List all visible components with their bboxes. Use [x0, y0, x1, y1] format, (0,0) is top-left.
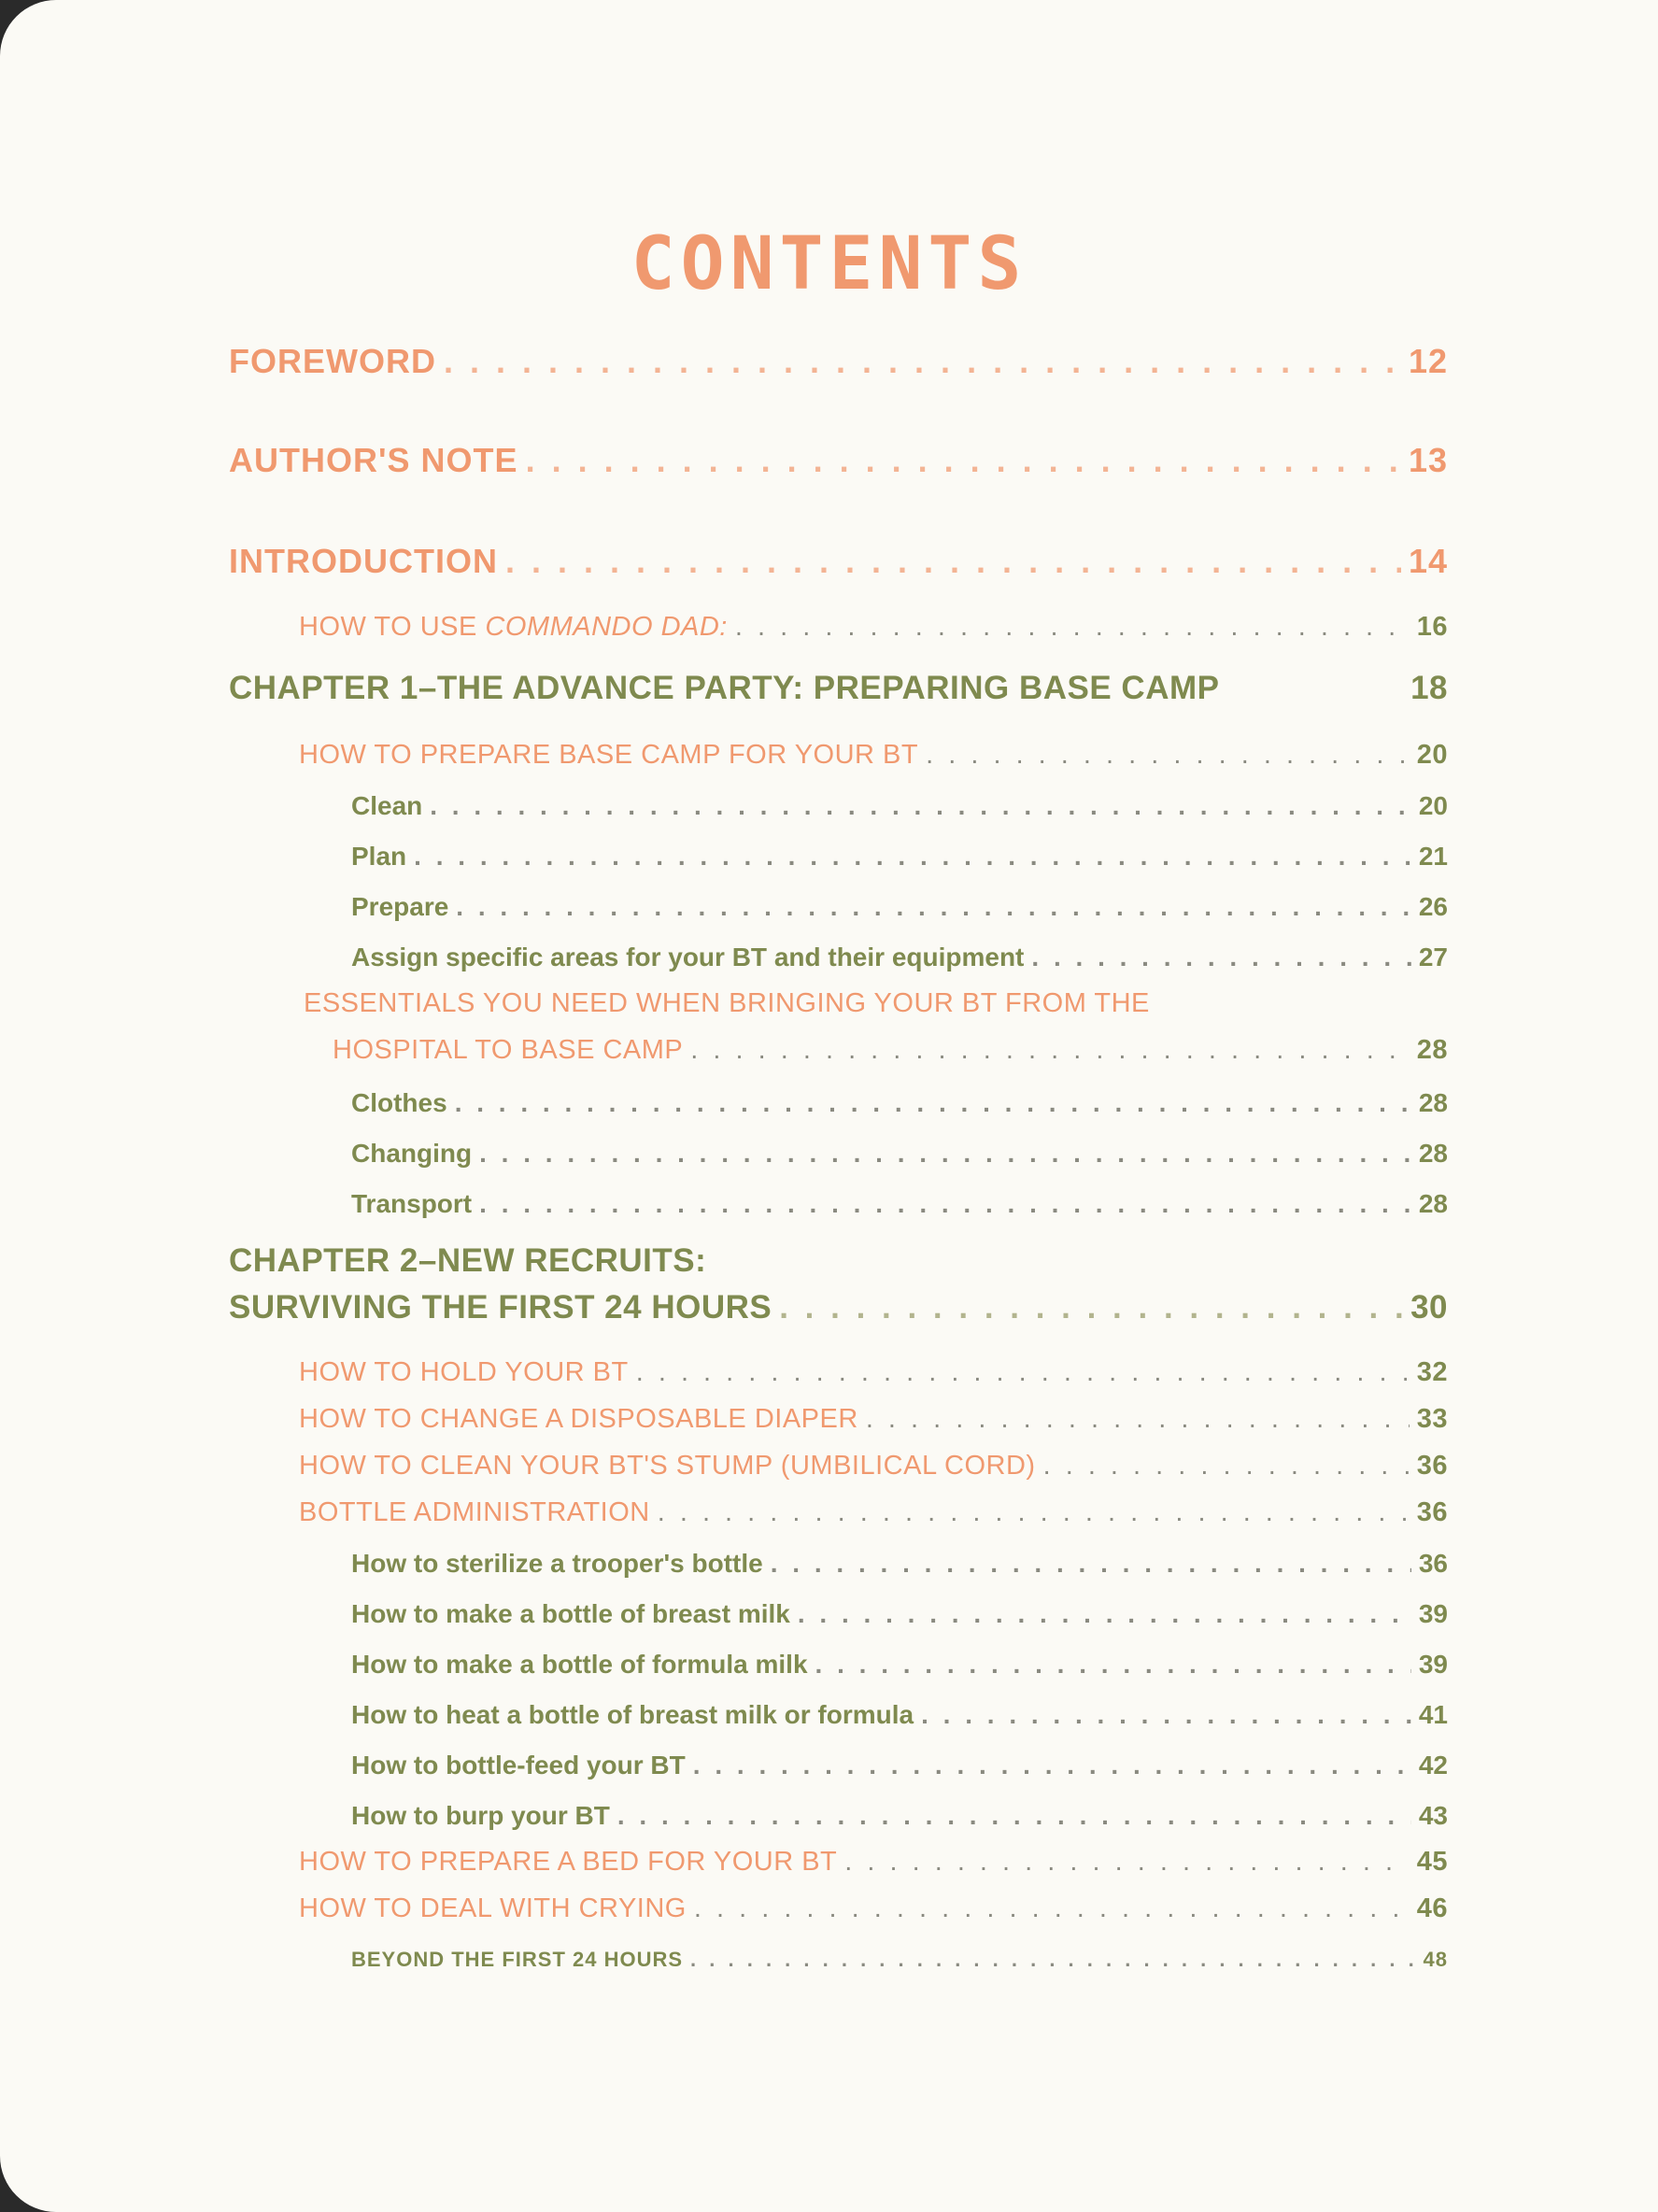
dot-leader [479, 1189, 1411, 1219]
toc-entry-clean[interactable] [351, 791, 1448, 821]
toc-entry-label: INTRODUCTION [229, 542, 498, 580]
dot-leader [505, 542, 1401, 581]
toc-page-number: 36 [1416, 1497, 1448, 1527]
toc-entry-bottle-feed[interactable] [351, 1751, 1448, 1780]
toc-entry-introduction[interactable] [229, 542, 1448, 581]
dot-leader [455, 1088, 1411, 1118]
toc-entry-label: AUTHOR'S NOTE [229, 441, 518, 479]
toc-page-number: 26 [1418, 892, 1448, 921]
toc-entry-plan[interactable] [351, 842, 1448, 872]
toc-entry-label: How to heat a bottle of breast milk or formula [351, 1700, 914, 1729]
toc-entry-foreword[interactable] [229, 342, 1448, 381]
toc-page-number: 20 [1418, 791, 1448, 820]
dot-leader [658, 1497, 1410, 1528]
toc-entry-transport[interactable] [351, 1189, 1448, 1219]
toc-page-number: 13 [1408, 441, 1448, 479]
toc-entry-formula-milk[interactable] [351, 1650, 1448, 1680]
toc-entry-prepare[interactable] [351, 892, 1448, 922]
toc-entry-changing[interactable] [351, 1139, 1448, 1169]
dot-leader [926, 740, 1410, 771]
toc-page-number: 41 [1418, 1700, 1448, 1729]
toc-entry-label: HOW TO PREPARE A BED FOR YOUR BT [299, 1847, 838, 1877]
toc-entry-how-to-use[interactable] [299, 612, 1448, 643]
toc-page-number: 46 [1416, 1893, 1448, 1923]
dot-leader [921, 1700, 1411, 1730]
toc-entry-label: Plan [351, 842, 407, 871]
toc-entry-label: How to make a bottle of breast milk [351, 1599, 790, 1628]
toc-page-number: 28 [1418, 1139, 1448, 1168]
toc-entry-label: Clothes [351, 1088, 447, 1117]
toc-entry-label: Assign specific areas for your BT and their equipment [351, 943, 1025, 971]
toc-page-number: 12 [1408, 342, 1448, 380]
dot-leader [456, 892, 1411, 922]
toc-page-number: 16 [1416, 612, 1448, 642]
toc-page-number: 28 [1418, 1189, 1448, 1218]
dot-leader [844, 1847, 1409, 1878]
toc-entry-essentials-line2[interactable] [333, 1035, 1448, 1066]
toc-page-number: 33 [1416, 1404, 1448, 1434]
toc-entry-burp[interactable] [351, 1801, 1448, 1831]
toc-entry-label: How to make a bottle of formula milk [351, 1650, 808, 1679]
dot-leader [693, 1751, 1411, 1780]
toc-page-number: 36 [1418, 1549, 1448, 1578]
toc-entry-label: CHAPTER 1–THE ADVANCE PARTY: PREPARING BASE CAMP [229, 670, 1220, 706]
toc-entry-label: BEYOND THE FIRST 24 HOURS [351, 1948, 684, 1971]
toc-entry-label: HOW TO USE COMMANDO DAD: [299, 612, 728, 642]
dot-leader [430, 791, 1411, 821]
dot-leader [1043, 1451, 1410, 1482]
toc-entry-label: How to bottle-feed your BT [351, 1751, 686, 1780]
dot-leader [694, 1893, 1410, 1924]
toc-entry-label: Clean [351, 791, 423, 820]
toc-entry-label: HOSPITAL TO BASE CAMP [333, 1035, 684, 1065]
toc-entry-label: How to sterilize a trooper's bottle [351, 1549, 763, 1578]
toc-entry-authors-note[interactable] [229, 441, 1448, 480]
toc-entry-heat-bottle[interactable] [351, 1700, 1448, 1730]
toc-entry-label: HOW TO PREPARE BASE CAMP FOR YOUR BT [299, 740, 919, 770]
dot-leader [771, 1549, 1411, 1579]
toc-page-number: 45 [1416, 1847, 1448, 1877]
toc-page-number: 27 [1418, 943, 1448, 971]
toc-page-number: 39 [1418, 1650, 1448, 1679]
dot-leader [866, 1404, 1410, 1435]
toc-page-number: 18 [1410, 670, 1448, 706]
toc-entry-label: Prepare [351, 892, 449, 921]
toc-entry-label: HOW TO CLEAN YOUR BT'S STUMP (UMBILICAL CORD) [299, 1451, 1036, 1481]
toc-page-number: 28 [1416, 1035, 1448, 1065]
dot-leader [1031, 943, 1410, 972]
toc-page-number: 39 [1418, 1599, 1448, 1628]
page-title: CONTENTS [631, 222, 1027, 306]
toc-page-number: 43 [1418, 1801, 1448, 1830]
toc-page-number: 36 [1416, 1451, 1448, 1481]
dot-leader [690, 1035, 1409, 1066]
toc-entry-assign-areas[interactable] [351, 943, 1448, 972]
toc-page-number: 42 [1418, 1751, 1448, 1780]
toc-entry-change-diaper[interactable] [299, 1404, 1448, 1435]
dot-leader [479, 1139, 1411, 1169]
dot-leader [779, 1289, 1403, 1326]
toc-entry-essentials-line1[interactable]: ESSENTIALS YOU NEED WHEN BRINGING YOUR BT FROM THE [304, 988, 1150, 1018]
toc-entry-hold-bt[interactable] [299, 1357, 1448, 1388]
dot-leader [690, 1948, 1415, 1972]
dot-leader [798, 1599, 1411, 1629]
toc-entry-clothes[interactable] [351, 1088, 1448, 1118]
toc-entry-prepare-base-camp[interactable] [299, 740, 1448, 771]
toc-entry-label: Transport [351, 1189, 473, 1218]
dot-leader [526, 441, 1401, 480]
toc-entry-chapter-2-line1[interactable]: CHAPTER 2–NEW RECRUITS: [229, 1242, 707, 1279]
toc-page-number: 21 [1418, 842, 1448, 871]
dot-leader [444, 342, 1401, 381]
toc-entry-label: How to burp your BT [351, 1801, 610, 1830]
dot-leader [815, 1650, 1411, 1680]
dot-leader [414, 842, 1411, 872]
toc-entry-prepare-bed[interactable] [299, 1847, 1448, 1878]
toc-entry-chapter-2[interactable] [229, 1289, 1448, 1326]
toc-page-number: 30 [1410, 1289, 1448, 1326]
toc-page-number: 14 [1408, 542, 1448, 580]
toc-entry-label: BOTTLE ADMINISTRATION [299, 1497, 650, 1527]
toc-page-number: 20 [1416, 740, 1448, 770]
toc-entry-breast-milk[interactable] [351, 1599, 1448, 1629]
toc-entry-label: FOREWORD [229, 342, 436, 380]
toc-entry-clean-stump[interactable] [299, 1451, 1448, 1482]
toc-page-number: 28 [1418, 1088, 1448, 1117]
toc-page-number: 32 [1416, 1357, 1448, 1387]
toc-entry-crying[interactable] [299, 1893, 1448, 1924]
dot-leader [617, 1801, 1411, 1831]
dot-leader [735, 612, 1410, 643]
toc-entry-label: SURVIVING THE FIRST 24 HOURS [229, 1289, 772, 1326]
toc-entry-beyond[interactable] [351, 1948, 1448, 1972]
toc-entry-chapter-1[interactable] [229, 670, 1448, 707]
toc-entry-sterilize[interactable] [351, 1549, 1448, 1579]
toc-entry-bottle-administration[interactable] [299, 1497, 1448, 1528]
toc-entry-label: HOW TO HOLD YOUR BT [299, 1357, 629, 1387]
dot-leader [636, 1357, 1410, 1388]
toc-page-number: 48 [1423, 1948, 1448, 1971]
toc-entry-label: HOW TO CHANGE A DISPOSABLE DIAPER [299, 1404, 858, 1434]
toc-entry-label: HOW TO DEAL WITH CRYING [299, 1893, 687, 1923]
toc-entry-label: Changing [351, 1139, 473, 1168]
